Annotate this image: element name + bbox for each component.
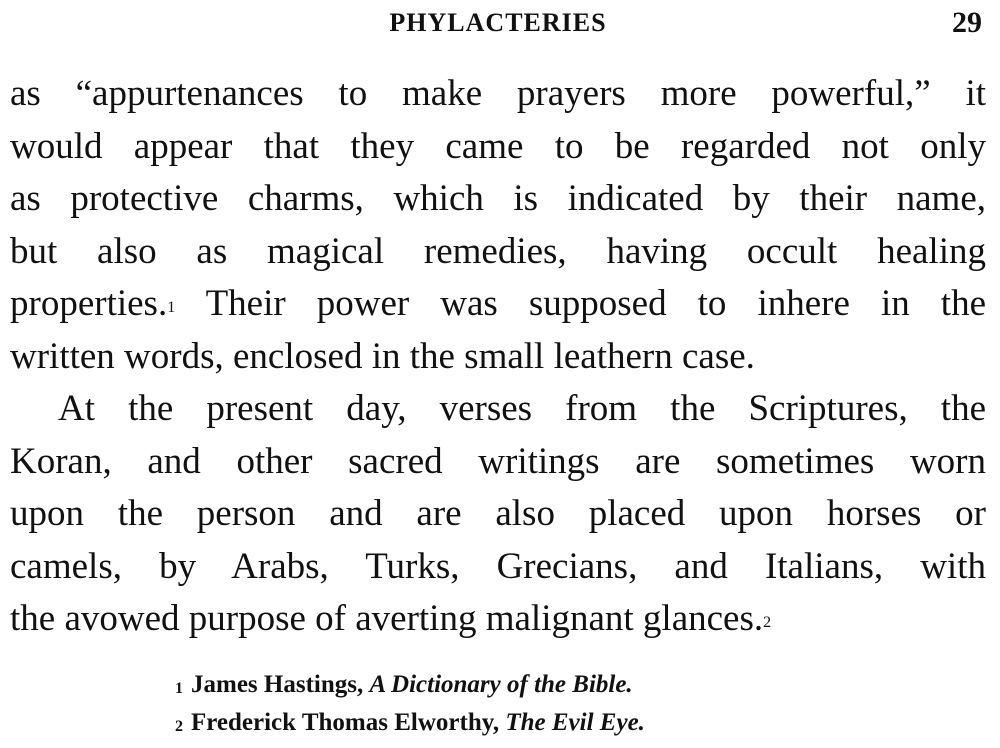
footnote-2-author: Frederick Thomas Elworthy, xyxy=(191,709,506,736)
paragraph-2-line-1: At the present day, verses from the Scriptures, the xyxy=(58,388,986,429)
paragraph-2-line-3: upon the person and are also placed upon horses or xyxy=(10,493,986,534)
footnote-1-mark: 1 xyxy=(175,680,183,697)
footnotes xyxy=(175,666,645,742)
body-text xyxy=(10,68,986,646)
footnote-2-mark: 2 xyxy=(175,718,183,735)
paragraph-2-line-2: Koran, and other sacred writings are sometimes worn xyxy=(10,440,986,482)
page-number: 29 xyxy=(952,6,982,39)
footnote-2-title: The Evil Eye. xyxy=(505,709,645,736)
footnote-1 xyxy=(175,666,645,704)
footnote-ref-2: 2 xyxy=(763,614,772,631)
paragraph-2-line-4: camels, by Arabs, Turks, Grecians, and Italians, with xyxy=(10,545,986,587)
running-head: PHYLACTERIES xyxy=(389,8,607,37)
footnote-1-author: James Hastings, xyxy=(191,671,370,698)
paragraph-1-line-3: as protective charms, which is indicated by their name, xyxy=(10,178,986,219)
paragraph-1-line-4: but also as magical remedies, having occult healing xyxy=(10,230,986,272)
paragraph-1-line-5-start: properties. xyxy=(10,283,168,324)
paragraph-1-line-5-end: Their power was supposed to inhere in the xyxy=(175,283,986,324)
paragraph-2-line-5 xyxy=(10,593,986,646)
paragraph-2-line-5-text: the avowed purpose of averting malignant glances. xyxy=(10,598,764,639)
footnote-ref-1: 1 xyxy=(167,299,176,316)
paragraph-1-line-2: would appear that they came to be regarded not only xyxy=(10,125,986,167)
footnote-1-title: A Dictionary of the Bible. xyxy=(369,671,633,698)
paragraph-1-line-5 xyxy=(10,278,986,331)
footnote-2 xyxy=(175,704,645,742)
paragraph-1-line-6: written words, enclosed in the small leathern case. xyxy=(10,335,755,377)
page-header xyxy=(10,4,986,44)
paragraph-1-line-1: as “appurtenances to make prayers more powerful,” it xyxy=(10,73,986,114)
